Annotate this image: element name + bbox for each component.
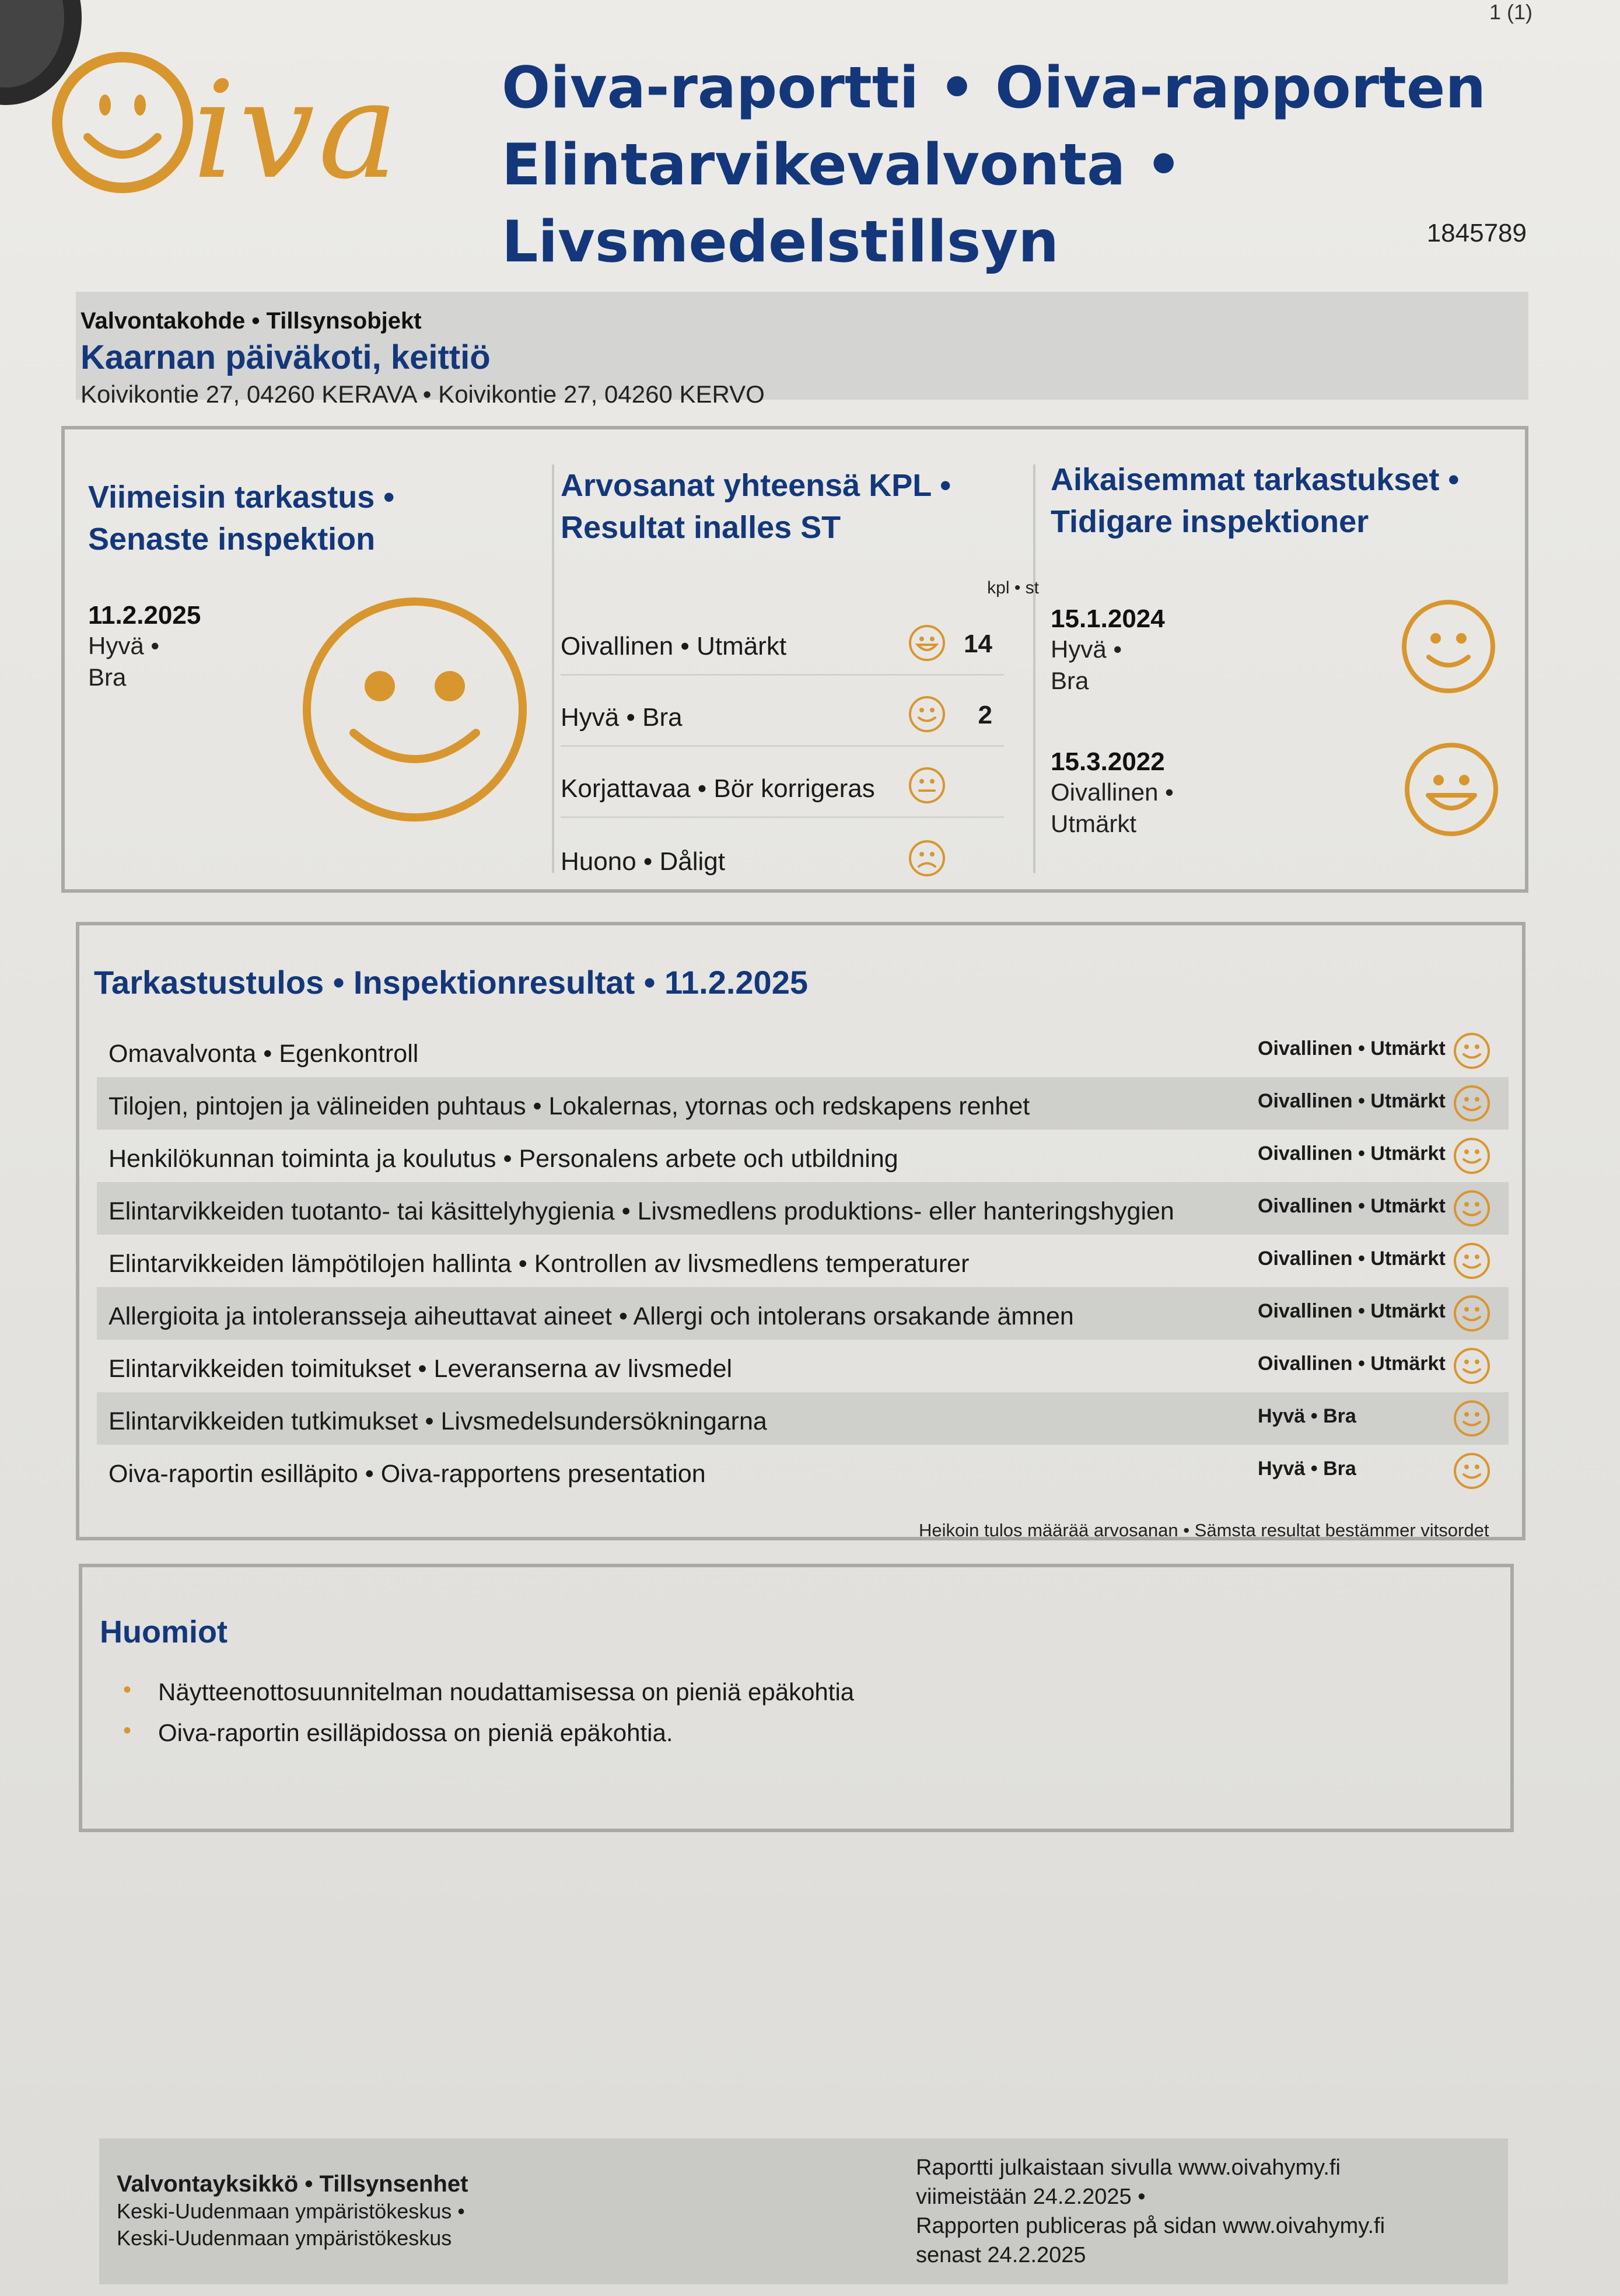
publish-line-1: Raportti julkaistaan sivulla www.oivahymy.fi xyxy=(916,2155,1341,2180)
unit-line-1: Keski-Uudenmaan ympäristökeskus • xyxy=(117,2199,465,2223)
result-row xyxy=(97,1445,1509,1497)
remarks-box xyxy=(79,1564,1514,1832)
logo-smiley-icon xyxy=(47,47,198,198)
inspection-target xyxy=(76,292,1528,408)
previous-item xyxy=(1051,747,1174,840)
target-name: Kaarnan päiväkoti, keittiö xyxy=(81,338,491,376)
smile-icon xyxy=(1453,1294,1491,1336)
result-row-label: Omavalvonta • Egenkontroll xyxy=(109,1040,419,1068)
previous-heading-line-1: Aikaisemmat tarkastukset • xyxy=(1051,462,1460,497)
report-id: 1845789 xyxy=(1426,219,1527,247)
result-row-grade: Oivallinen • Utmärkt xyxy=(1258,1195,1446,1217)
totals-row-label: Huono • Dåligt xyxy=(561,847,726,876)
latest-heading xyxy=(88,476,543,560)
publication-info xyxy=(916,2153,1385,2270)
column-divider xyxy=(552,464,554,873)
unit-line-2: Keski-Uudenmaan ympäristökeskus xyxy=(117,2226,452,2250)
previous-grade-line-1: Hyvä • xyxy=(1051,635,1122,663)
latest-heading-line-2: Senaste inspektion xyxy=(88,522,376,557)
latest-grade-line-2: Bra xyxy=(88,663,127,691)
result-row-label: Elintarvikkeiden tuotanto- tai käsittelyhygienia • Livsmedlens produktions- eller hanteringshygien xyxy=(109,1197,1174,1225)
smile-icon xyxy=(1453,1189,1491,1231)
inspection-results xyxy=(76,922,1525,1540)
smile-icon xyxy=(1453,1032,1491,1073)
result-row-label: Henkilökunnan toiminta ja koulutus • Personalens arbete och utbildning xyxy=(109,1145,898,1173)
totals-heading xyxy=(561,464,1074,548)
publish-line-2: viimeistään 24.2.2025 • xyxy=(916,2185,1146,2209)
latest-inspection xyxy=(88,476,543,693)
totals-row xyxy=(561,818,1004,889)
latest-date: 11.2.2025 xyxy=(88,601,201,630)
unit-label: Valvontayksikkö • Tillsynsenhet xyxy=(117,2171,468,2197)
result-row-grade: Oivallinen • Utmärkt xyxy=(1258,1353,1446,1375)
page-number: 1 (1) xyxy=(1489,0,1532,24)
result-row-label: Elintarvikkeiden tutkimukset • Livsmedelsundersökningarna xyxy=(109,1407,767,1435)
result-row xyxy=(97,1182,1509,1235)
previous-heading xyxy=(1051,459,1517,543)
supervision-unit xyxy=(117,2171,468,2252)
previous-date: 15.3.2022 xyxy=(1051,747,1165,776)
result-row xyxy=(97,1287,1509,1340)
results-note: Heikoin tulos määrää arvosanan • Sämsta resultat bestämmer vitsordet xyxy=(919,1520,1489,1540)
smile-icon xyxy=(908,695,946,733)
publish-line-4: senast 24.2.2025 xyxy=(916,2243,1086,2267)
large-smile-icon xyxy=(298,593,531,826)
result-row xyxy=(97,1340,1509,1392)
result-row-label: Elintarvikkeiden toimitukset • Leveranserna av livsmedel xyxy=(109,1355,733,1383)
oiva-logo xyxy=(47,41,455,209)
totals-row xyxy=(561,604,1004,676)
result-row-grade: Oivallinen • Utmärkt xyxy=(1258,1142,1446,1165)
title-line-2: Elintarvikevalvonta • Livsmedelstillsyn xyxy=(502,132,1182,275)
totals-row-label: Hyvä • Bra xyxy=(561,703,683,732)
result-row-label: Tilojen, pintojen ja välineiden puhtaus • Lokalernas, ytornas och redskapens renhet xyxy=(109,1092,1030,1120)
footer xyxy=(99,2138,1508,2284)
result-row-grade: Hyvä • Bra xyxy=(1258,1458,1356,1480)
previous-inspections xyxy=(1051,459,1517,837)
result-row-grade: Hyvä • Bra xyxy=(1258,1405,1356,1427)
totals-heading-line-1: Arvosanat yhteensä KPL • xyxy=(561,468,951,503)
smile-icon xyxy=(1453,1137,1491,1178)
remarks-list xyxy=(123,1678,854,1760)
smile-icon xyxy=(1453,1399,1491,1441)
results-title: Tarkastustulos • Inspektionresultat • 11.2.2025 xyxy=(94,964,808,1001)
target-address: Koivikontie 27, 04260 KERAVA • Koivikontie 27, 04260 KERVO xyxy=(81,380,765,408)
smile-icon xyxy=(1453,1347,1491,1388)
previous-date: 15.1.2024 xyxy=(1051,604,1165,633)
page-title xyxy=(502,50,1552,281)
previous-item xyxy=(1051,604,1165,697)
result-row-grade: Oivallinen • Utmärkt xyxy=(1258,1247,1446,1270)
totals-heading-line-2: Resultat inalles ST xyxy=(561,510,841,545)
smile-icon xyxy=(1453,1242,1491,1283)
result-row xyxy=(97,1392,1509,1445)
latest-grade-line-1: Hyvä • xyxy=(88,632,160,659)
grade-totals xyxy=(561,464,1074,876)
result-row xyxy=(97,1025,1509,1077)
title-line-1: Oiva-raportti • Oiva-rapporten xyxy=(502,55,1486,121)
remarks-title: Huomiot xyxy=(100,1614,228,1650)
sad-face-icon xyxy=(908,839,946,878)
previous-grade-line-1: Oivallinen • xyxy=(1051,778,1174,806)
result-row-grade: Oivallinen • Utmärkt xyxy=(1258,1090,1446,1112)
logo-wordmark: iva xyxy=(193,53,402,209)
previous-grade-line-2: Bra xyxy=(1051,667,1089,694)
remark-item: • Oiva-raportin esilläpidossa on pieniä epäkohtia. xyxy=(123,1719,854,1747)
target-label: Valvontakohde • Tillsynsobjekt xyxy=(81,308,422,334)
result-row-grade: Oivallinen • Utmärkt xyxy=(1258,1300,1446,1322)
previous-heading-line-2: Tidigare inspektioner xyxy=(1051,504,1369,539)
smile-icon xyxy=(1453,1452,1491,1493)
totals-row-count: 14 xyxy=(964,630,992,658)
remark-item: • Näytteenottosuunnitelman noudattamisessa on pieniä epäkohtia xyxy=(123,1678,854,1706)
latest-heading-line-1: Viimeisin tarkastus • xyxy=(88,480,395,515)
neutral-face-icon xyxy=(908,766,946,805)
totals-row xyxy=(561,747,1004,818)
big-smile-icon xyxy=(908,624,946,662)
result-row xyxy=(97,1130,1509,1182)
totals-row-label: Oivallinen • Utmärkt xyxy=(561,632,787,661)
publish-line-3: Rapporten publiceras på sidan www.oivahymy.fi xyxy=(916,2214,1385,2238)
totals-unit: kpl • st xyxy=(987,578,1039,597)
result-row xyxy=(97,1235,1509,1287)
result-row-label: Elintarvikkeiden lämpötilojen hallinta • Kontrollen av livsmedlens temperaturer xyxy=(109,1250,970,1278)
result-row xyxy=(97,1077,1509,1130)
smile-icon xyxy=(1401,599,1497,695)
result-row-grade: Oivallinen • Utmärkt xyxy=(1258,1037,1446,1060)
smile-icon xyxy=(1453,1084,1491,1126)
totals-row-count: 2 xyxy=(978,701,992,729)
big-smile-icon xyxy=(1404,742,1500,838)
totals-row xyxy=(561,676,1004,747)
totals-row-label: Korjattavaa • Bör korrigeras xyxy=(561,774,875,803)
result-row-label: Oiva-raportin esilläpito • Oiva-rapportens presentation xyxy=(109,1460,706,1488)
result-row-label: Allergioita ja intoleransseja aiheuttavat aineet • Allergi och intolerans orsakande ämnen xyxy=(109,1302,1074,1330)
summary-box xyxy=(61,426,1528,893)
previous-grade-line-2: Utmärkt xyxy=(1051,810,1136,837)
